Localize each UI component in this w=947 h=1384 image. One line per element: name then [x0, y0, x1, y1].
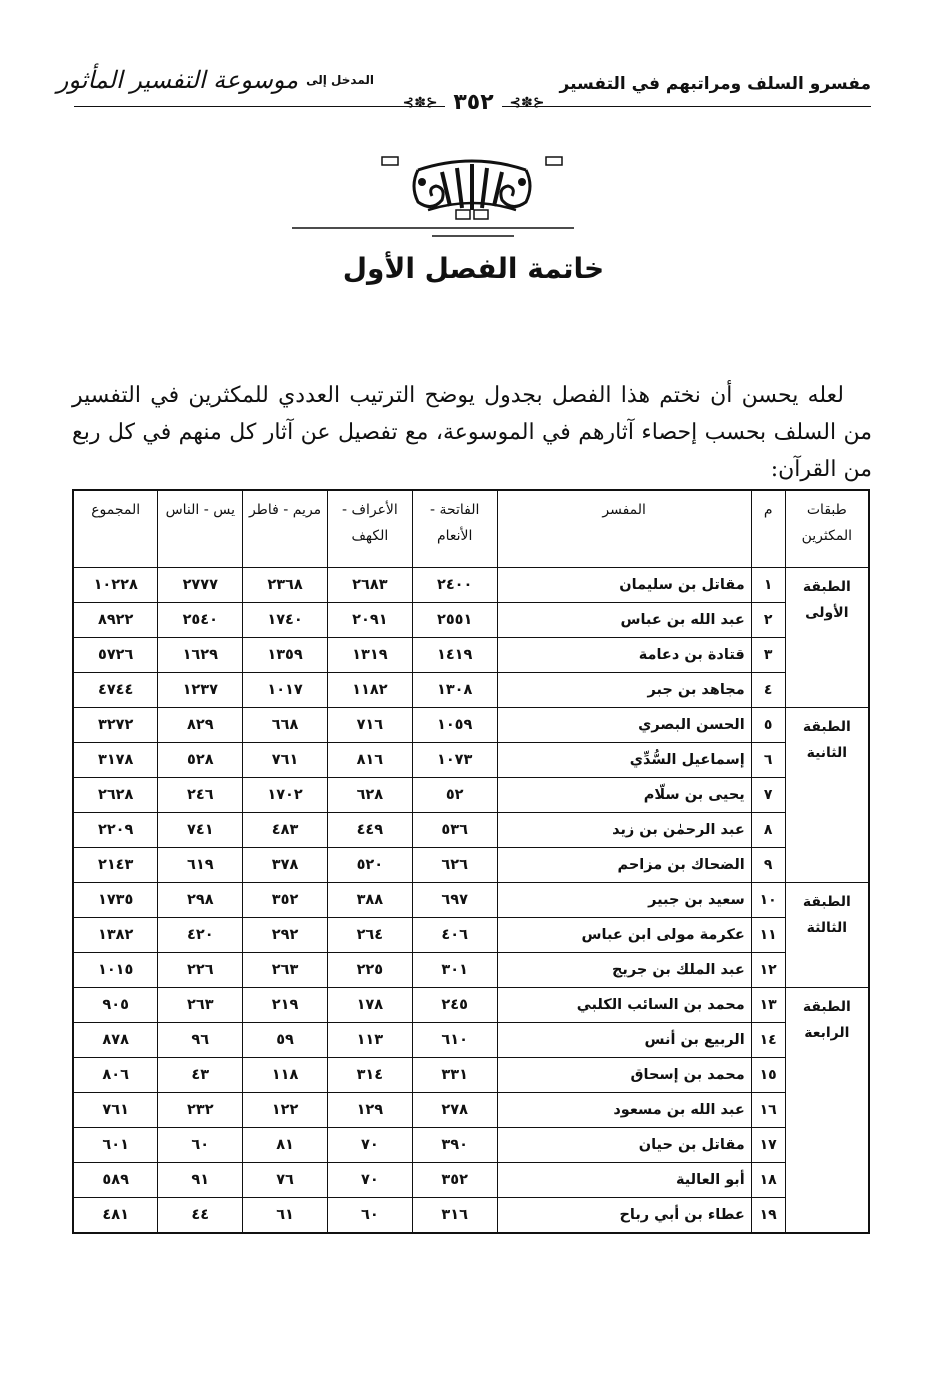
cell-q4: ٤٤ — [158, 1198, 243, 1234]
cell-total: ٢٦٢٨ — [73, 778, 158, 813]
table-row — [73, 1058, 869, 1093]
cell-q4: ٤٣ — [158, 1058, 243, 1093]
cell-q4: ٤٢٠ — [158, 918, 243, 953]
cell-q3: ٣٥٢ — [243, 883, 328, 918]
tier-label: الطبقة الثانية — [785, 708, 869, 883]
cell-total: ٥٨٩ — [73, 1163, 158, 1198]
cell-total: ٨٩٢٢ — [73, 603, 158, 638]
running-title: مفسرو السلف ومراتبهم في التفسير — [559, 74, 871, 94]
cell-q4: ٢٩٨ — [158, 883, 243, 918]
cell-q1: ٣٣١ — [412, 1058, 497, 1093]
page-number: ٣٥٢ — [445, 90, 501, 115]
cell-q4: ٧٤١ — [158, 813, 243, 848]
chapter-conclusion-title: خاتمة الفصل الأول — [342, 252, 605, 285]
cell-q2: ٧٠ — [327, 1163, 412, 1198]
row-index: ١٣ — [751, 988, 785, 1023]
header-q1: الفاتحة - الأنعام — [412, 490, 497, 568]
exegete-name: عطاء بن أبي رباح — [497, 1198, 751, 1234]
cell-total: ٤٨١ — [73, 1198, 158, 1234]
exegete-name: مجاهد بن جبر — [497, 673, 751, 708]
exegete-name: الحسن البصري — [497, 708, 751, 743]
row-index: ١١ — [751, 918, 785, 953]
cell-q3: ١٣٥٩ — [243, 638, 328, 673]
table-row — [73, 603, 869, 638]
intro-paragraph: لعله يحسن أن نختم هذا الفصل بجدول يوضح الترتيب العددي للمكثرين في التفسير من السلف بحسب إحصاء آثارهم في الموسوعة، مع تفصيل عن آثار كل منهم في كل ربع من القرآن: — [72, 383, 872, 482]
exegete-name: عكرمة مولى ابن عباس — [497, 918, 751, 953]
exegete-name: محمد بن السائب الكلبي — [497, 988, 751, 1023]
table-row — [73, 883, 869, 918]
table-body — [73, 568, 869, 1234]
cell-q3: ٢٦٣ — [243, 953, 328, 988]
cell-q2: ٢٢٥ — [327, 953, 412, 988]
exegete-name: عبد الله بن عباس — [497, 603, 751, 638]
tier-label: الطبقة الرابعة — [785, 988, 869, 1234]
cell-total: ٦٠١ — [73, 1128, 158, 1163]
row-index: ١٢ — [751, 953, 785, 988]
exegete-name: الربيع بن أنس — [497, 1023, 751, 1058]
cell-q2: ٥٢٠ — [327, 848, 412, 883]
cell-q3: ١٧٤٠ — [243, 603, 328, 638]
table-row — [73, 673, 869, 708]
cell-q3: ٦٦٨ — [243, 708, 328, 743]
cell-q2: ١١٨٢ — [327, 673, 412, 708]
cell-q3: ١٢٢ — [243, 1093, 328, 1128]
table-row — [73, 1093, 869, 1128]
cell-q4: ١٦٢٩ — [158, 638, 243, 673]
cell-q2: ١٣١٩ — [327, 638, 412, 673]
chapter-ornament-icon — [292, 150, 652, 242]
cell-total: ٧٦١ — [73, 1093, 158, 1128]
page-number-ornament-icon: ⊰✽⊱ — [509, 95, 545, 111]
row-index: ١٥ — [751, 1058, 785, 1093]
cell-total: ١٧٣٥ — [73, 883, 158, 918]
table-row — [73, 848, 869, 883]
header-q2: الأعراف - الكهف — [327, 490, 412, 568]
cell-total: ٥٧٢٦ — [73, 638, 158, 673]
cell-q3: ٧٦ — [243, 1163, 328, 1198]
row-index: ١٧ — [751, 1128, 785, 1163]
cell-q1: ٤٠٦ — [412, 918, 497, 953]
table-header-row — [73, 490, 869, 568]
cell-total: ١٠١٥ — [73, 953, 158, 988]
row-index: ١٩ — [751, 1198, 785, 1234]
cell-q4: ٢٢٦ — [158, 953, 243, 988]
page-number-ornament-icon: ⊰✽⊱ — [402, 95, 438, 111]
cell-q1: ٥٢ — [412, 778, 497, 813]
cell-q1: ٢٤٥ — [412, 988, 497, 1023]
cell-q1: ٢٥٥١ — [412, 603, 497, 638]
cell-q3: ٥٩ — [243, 1023, 328, 1058]
page-number-block — [0, 90, 947, 115]
header-tier: طبقات المكثرين — [785, 490, 869, 568]
cell-total: ٣٢٧٢ — [73, 708, 158, 743]
row-index: ١ — [751, 568, 785, 603]
header-q3: مريم - فاطر — [243, 490, 328, 568]
cell-q2: ٢٦٤ — [327, 918, 412, 953]
cell-q2: ٢٠٩١ — [327, 603, 412, 638]
table-row — [73, 743, 869, 778]
table-row — [73, 918, 869, 953]
cell-q3: ٨١ — [243, 1128, 328, 1163]
cell-q3: ٧٦١ — [243, 743, 328, 778]
row-index: ٨ — [751, 813, 785, 848]
header-name: المفسر — [497, 490, 751, 568]
cell-q4: ٩٦ — [158, 1023, 243, 1058]
cell-q2: ٦٠ — [327, 1198, 412, 1234]
cell-total: ١٠٢٢٨ — [73, 568, 158, 603]
cell-q3: ٢٣٦٨ — [243, 568, 328, 603]
cell-q3: ٤٨٣ — [243, 813, 328, 848]
cell-q2: ١٢٩ — [327, 1093, 412, 1128]
exegete-name: مقاتل بن حيان — [497, 1128, 751, 1163]
row-index: ١٨ — [751, 1163, 785, 1198]
cell-total: ٣١٧٨ — [73, 743, 158, 778]
cell-q2: ٣١٤ — [327, 1058, 412, 1093]
cell-q3: ١١٨ — [243, 1058, 328, 1093]
row-index: ٩ — [751, 848, 785, 883]
book-prefix: المدخل إلى — [306, 73, 374, 87]
row-index: ٧ — [751, 778, 785, 813]
exegete-name: قتادة بن دعامة — [497, 638, 751, 673]
cell-q2: ١١٣ — [327, 1023, 412, 1058]
cell-q2: ٧٠ — [327, 1128, 412, 1163]
header-index: م — [751, 490, 785, 568]
book-title: موسوعة التفسير المأثور — [56, 66, 299, 94]
row-index: ١٠ — [751, 883, 785, 918]
cell-q4: ٦٠ — [158, 1128, 243, 1163]
table-row — [73, 1128, 869, 1163]
cell-q4: ٥٢٨ — [158, 743, 243, 778]
cell-q2: ٧١٦ — [327, 708, 412, 743]
row-index: ٥ — [751, 708, 785, 743]
cell-q4: ٢٧٧٧ — [158, 568, 243, 603]
cell-q3: ٢١٩ — [243, 988, 328, 1023]
cell-q4: ٩١ — [158, 1163, 243, 1198]
table-row — [73, 1023, 869, 1058]
table-row — [73, 988, 869, 1023]
exegetes-table — [72, 489, 870, 1234]
cell-q1: ١٠٥٩ — [412, 708, 497, 743]
cell-total: ٨٧٨ — [73, 1023, 158, 1058]
cell-q4: ٢٥٤٠ — [158, 603, 243, 638]
cell-q2: ٢٦٨٣ — [327, 568, 412, 603]
row-index: ٣ — [751, 638, 785, 673]
row-index: ٦ — [751, 743, 785, 778]
table-row — [73, 1198, 869, 1234]
exegete-name: أبو العالية — [497, 1163, 751, 1198]
cell-total: ٨٠٦ — [73, 1058, 158, 1093]
cell-q1: ١٣٠٨ — [412, 673, 497, 708]
cell-q2: ٦٢٨ — [327, 778, 412, 813]
table-row — [73, 953, 869, 988]
row-index: ١٤ — [751, 1023, 785, 1058]
cell-q1: ٢٧٨ — [412, 1093, 497, 1128]
table-row — [73, 1163, 869, 1198]
cell-q3: ١٧٠٢ — [243, 778, 328, 813]
cell-q4: ٢٣٢ — [158, 1093, 243, 1128]
cell-q1: ١٠٧٣ — [412, 743, 497, 778]
cell-q1: ١٤١٩ — [412, 638, 497, 673]
cell-total: ٢١٤٣ — [73, 848, 158, 883]
header-total: المجموع — [73, 490, 158, 568]
cell-q1: ٣٩٠ — [412, 1128, 497, 1163]
row-index: ٤ — [751, 673, 785, 708]
header-q4: يس - الناس — [158, 490, 243, 568]
exegete-name: محمد بن إسحاق — [497, 1058, 751, 1093]
cell-q1: ٦١٠ — [412, 1023, 497, 1058]
table-row — [73, 638, 869, 673]
cell-q2: ١٧٨ — [327, 988, 412, 1023]
cell-q1: ٥٣٦ — [412, 813, 497, 848]
exegete-name: يحيى بن سلّام — [497, 778, 751, 813]
exegete-name: عبد الرحمٰن بن زيد — [497, 813, 751, 848]
table-row — [73, 778, 869, 813]
exegete-name: مقاتل بن سليمان — [497, 568, 751, 603]
cell-q4: ١٢٣٧ — [158, 673, 243, 708]
cell-q1: ٣٥٢ — [412, 1163, 497, 1198]
exegete-name: عبد الله بن مسعود — [497, 1093, 751, 1128]
cell-q2: ٤٤٩ — [327, 813, 412, 848]
cell-total: ١٣٨٢ — [73, 918, 158, 953]
cell-total: ٤٧٤٤ — [73, 673, 158, 708]
cell-q4: ٢٤٦ — [158, 778, 243, 813]
cell-total: ٢٢٠٩ — [73, 813, 158, 848]
cell-total: ٩٠٥ — [73, 988, 158, 1023]
cell-q2: ٨١٦ — [327, 743, 412, 778]
cell-q3: ٦١ — [243, 1198, 328, 1234]
tier-label: الطبقة الأولى — [785, 568, 869, 708]
exegete-name: سعيد بن جبير — [497, 883, 751, 918]
cell-q2: ٣٨٨ — [327, 883, 412, 918]
cell-q1: ٦٩٧ — [412, 883, 497, 918]
cell-q1: ٣١٦ — [412, 1198, 497, 1234]
table-row — [73, 568, 869, 603]
cell-q1: ٣٠١ — [412, 953, 497, 988]
cell-q3: ٣٧٨ — [243, 848, 328, 883]
cell-q1: ٢٤٠٠ — [412, 568, 497, 603]
table-row — [73, 813, 869, 848]
cell-q4: ٢٦٣ — [158, 988, 243, 1023]
cell-q4: ٦١٩ — [158, 848, 243, 883]
row-index: ٢ — [751, 603, 785, 638]
cell-q4: ٨٢٩ — [158, 708, 243, 743]
exegete-name: الضحاك بن مزاحم — [497, 848, 751, 883]
exegete-name: عبد الملك بن جريج — [497, 953, 751, 988]
tier-label: الطبقة الثالثة — [785, 883, 869, 988]
cell-q1: ٦٢٦ — [412, 848, 497, 883]
cell-q3: ٢٩٢ — [243, 918, 328, 953]
cell-q3: ١٠١٧ — [243, 673, 328, 708]
table-row — [73, 708, 869, 743]
exegete-name: إسماعيل السُّدِّي — [497, 743, 751, 778]
row-index: ١٦ — [751, 1093, 785, 1128]
